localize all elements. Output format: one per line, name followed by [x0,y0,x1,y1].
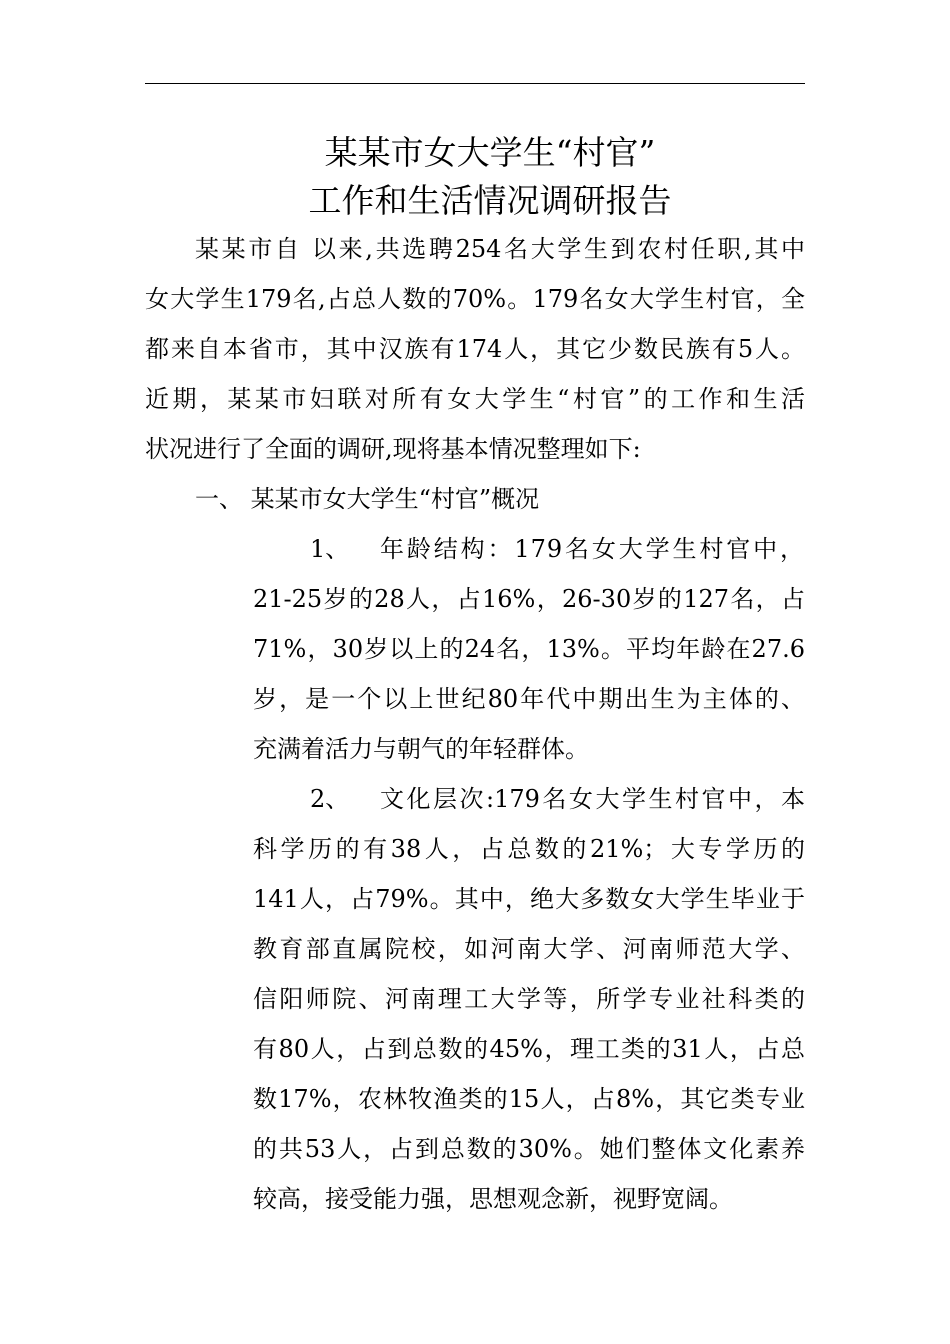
intro-line-3: 都来自本省市，其中汉族有174人，其它少数民族有5人。 [145,335,805,363]
intro-line-2: 女大学生179名,占总人数的70%。179名女大学生村官，全 [145,285,805,313]
item-2-first-line [310,784,805,814]
item-2-line-9: 较高，接受能力强，思想观念新，视野宽阔。 [253,1185,733,1213]
item-1-number: 1、 [310,535,350,563]
document-title-line1: 某某市女大学生“村官” [324,133,656,172]
item-2-line-8: 的共53人，占到总数的30%。她们整体文化素养 [253,1135,805,1163]
document-title-line2: 工作和生活情况调研报告 [308,181,672,220]
item-1-line-3: 71%，30岁以上的24名，13%。平均年龄在27.6 [253,635,805,663]
item-2-number: 2、 [310,785,350,813]
intro-line-5: 状况进行了全面的调研,现将基本情况整理如下: [145,435,641,463]
intro-line-1: 某某市自 以来,共选聘254名大学生到农村任职,其中 [195,235,805,263]
header-rule [145,83,805,84]
item-1-line-2: 21-25岁的28人，占16%，26-30岁的127名，占 [253,585,805,613]
item-1-line-4: 岁，是一个以上世纪80年代中期出生为主体的、 [253,685,805,713]
item-1-line-5: 充满着活力与朝气的年轻群体。 [253,735,589,763]
item-2-line-6: 有80人，占到总数的45%，理工类的31人，占总 [253,1035,805,1063]
item-1-heading-text: 年龄结构：179名女大学生村官中， [380,535,805,563]
item-2-line-5: 信阳师院、河南理工大学等，所学专业社科类的 [253,985,805,1013]
item-2-line-4: 教育部直属院校，如河南大学、河南师范大学、 [253,935,805,963]
item-1-first-line [310,534,805,564]
item-2-line-3: 141人，占79%。其中，绝大多数女大学生毕业于 [253,885,805,913]
item-2-line-7: 数17%，农林牧渔类的15人，占8%，其它类专业 [253,1085,805,1113]
item-2-line-2: 科学历的有38人，占总数的21%；大专学历的 [253,835,805,863]
item-2-heading-text: 文化层次:179名女大学生村官中，本 [380,785,805,813]
intro-line-4: 近期，某某市妇联对所有女大学生“村官”的工作和生活 [145,385,805,413]
section-1-heading: 一、 某某市女大学生“村官”概况 [195,485,540,513]
